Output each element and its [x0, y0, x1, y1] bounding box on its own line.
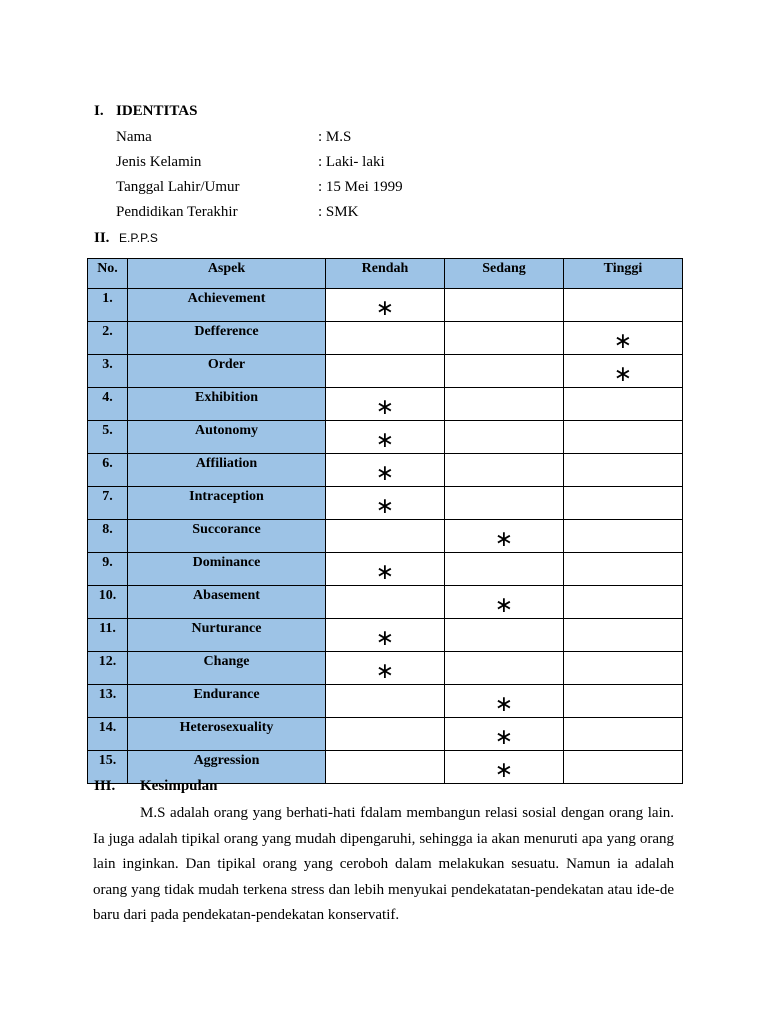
cell-no: 13. [88, 685, 128, 718]
cell-aspek: Change [128, 652, 326, 685]
cell-no: 10. [88, 586, 128, 619]
cell-sedang [445, 421, 564, 454]
cell-tinggi [564, 586, 683, 619]
cell-sedang [445, 355, 564, 388]
section-title: IDENTITAS [116, 103, 198, 119]
section-number: I. [94, 103, 104, 119]
cell-tinggi [564, 487, 683, 520]
table-row [88, 586, 683, 619]
table-row [88, 520, 683, 553]
cell-aspek: Aggression [128, 751, 326, 784]
cell-aspek: Intraception [128, 487, 326, 520]
table-row [88, 421, 683, 454]
cell-rendah [326, 751, 445, 784]
table-header-row [88, 259, 683, 289]
cell-aspek: Affiliation [128, 454, 326, 487]
field-value: : Laki- laki [318, 154, 385, 170]
asterisk-mark-icon: ∗ [613, 362, 633, 387]
asterisk-mark-icon: ∗ [375, 428, 395, 453]
cell-sedang [445, 487, 564, 520]
cell-no: 5. [88, 421, 128, 454]
cell-tinggi [564, 388, 683, 421]
table-row [88, 553, 683, 586]
asterisk-mark-icon: ∗ [375, 626, 395, 651]
cell-sedang [445, 586, 564, 619]
asterisk-mark-icon: ∗ [375, 395, 395, 420]
cell-sedang [445, 619, 564, 652]
cell-no: 8. [88, 520, 128, 553]
table-row [88, 322, 683, 355]
field-value: : 15 Mei 1999 [318, 179, 403, 195]
cell-sedang [445, 388, 564, 421]
cell-no: 3. [88, 355, 128, 388]
field-label: Jenis Kelamin [116, 154, 202, 170]
cell-rendah [326, 553, 445, 586]
header-aspek: Aspek [128, 259, 326, 289]
table-row [88, 388, 683, 421]
cell-tinggi [564, 355, 683, 388]
cell-sedang [445, 718, 564, 751]
field-value: : M.S [318, 129, 352, 145]
cell-tinggi [564, 553, 683, 586]
asterisk-mark-icon: ∗ [494, 725, 514, 750]
cell-rendah [326, 520, 445, 553]
cell-tinggi [564, 421, 683, 454]
asterisk-mark-icon: ∗ [375, 461, 395, 486]
cell-no: 14. [88, 718, 128, 751]
table-row [88, 487, 683, 520]
cell-no: 4. [88, 388, 128, 421]
cell-tinggi [564, 619, 683, 652]
section-kesimpulan-heading [94, 778, 218, 795]
cell-no: 9. [88, 553, 128, 586]
section-number: II. [94, 230, 110, 246]
asterisk-mark-icon: ∗ [375, 659, 395, 684]
cell-tinggi [564, 520, 683, 553]
cell-rendah [326, 388, 445, 421]
table-row [88, 685, 683, 718]
cell-aspek: Abasement [128, 586, 326, 619]
cell-rendah [326, 685, 445, 718]
cell-aspek: Autonomy [128, 421, 326, 454]
cell-sedang [445, 751, 564, 784]
cell-rendah [326, 355, 445, 388]
asterisk-mark-icon: ∗ [494, 758, 514, 783]
cell-no: 11. [88, 619, 128, 652]
asterisk-mark-icon: ∗ [375, 494, 395, 519]
cell-aspek: Achievement [128, 289, 326, 322]
cell-sedang [445, 553, 564, 586]
section-identitas-heading [94, 103, 197, 120]
section-title: E.P.P.S [119, 231, 158, 245]
kesimpulan-paragraph: M.S adalah orang yang berhati-hati fdalam membangun relasi sosial dengan orang lain. Ia juga adalah tipikal orang yang mudah dipengaruhi, sehingga ia akan menuruti apa yang orang lain inginkan. Dan tipikal orang yang ceroboh dalam melakukan sesuatu. Namun ia adalah orang yang tidak mudah terkena stress dan lebih menyukai pendekatatan-pendekatan atau ide-de baru dari pada pendekatan-pendekatan konservatif. [93, 805, 674, 923]
table-row [88, 619, 683, 652]
header-no: No. [88, 259, 128, 289]
header-tinggi: Tinggi [564, 259, 683, 289]
cell-sedang [445, 289, 564, 322]
cell-aspek: Defference [128, 322, 326, 355]
cell-rendah [326, 487, 445, 520]
field-label: Pendidikan Terakhir [116, 204, 238, 220]
cell-rendah [326, 652, 445, 685]
asterisk-mark-icon: ∗ [375, 560, 395, 585]
cell-sedang [445, 652, 564, 685]
cell-no: 7. [88, 487, 128, 520]
cell-tinggi [564, 652, 683, 685]
cell-tinggi [564, 685, 683, 718]
cell-aspek: Nurturance [128, 619, 326, 652]
cell-aspek: Dominance [128, 553, 326, 586]
cell-aspek: Succorance [128, 520, 326, 553]
cell-aspek: Heterosexuality [128, 718, 326, 751]
asterisk-mark-icon: ∗ [494, 593, 514, 618]
cell-rendah [326, 619, 445, 652]
cell-rendah [326, 421, 445, 454]
cell-tinggi [564, 751, 683, 784]
cell-aspek: Order [128, 355, 326, 388]
table-row [88, 652, 683, 685]
cell-sedang [445, 520, 564, 553]
section-epps-heading [94, 230, 158, 247]
cell-no: 2. [88, 322, 128, 355]
cell-sedang [445, 454, 564, 487]
section-title: Kesimpulan [140, 778, 218, 794]
asterisk-mark-icon: ∗ [613, 329, 633, 354]
asterisk-mark-icon: ∗ [494, 527, 514, 552]
cell-rendah [326, 289, 445, 322]
cell-sedang [445, 322, 564, 355]
cell-tinggi [564, 454, 683, 487]
cell-rendah [326, 454, 445, 487]
header-sedang: Sedang [445, 259, 564, 289]
section-number: III. [94, 778, 116, 794]
cell-rendah [326, 322, 445, 355]
epps-table [87, 258, 683, 784]
field-label: Tanggal Lahir/Umur [116, 179, 240, 195]
cell-no: 15. [88, 751, 128, 784]
asterisk-mark-icon: ∗ [375, 296, 395, 321]
cell-tinggi [564, 322, 683, 355]
asterisk-mark-icon: ∗ [494, 692, 514, 717]
cell-tinggi [564, 289, 683, 322]
table-row [88, 454, 683, 487]
cell-no: 1. [88, 289, 128, 322]
cell-no: 12. [88, 652, 128, 685]
table-body [88, 289, 683, 784]
cell-rendah [326, 586, 445, 619]
cell-no: 6. [88, 454, 128, 487]
table-row [88, 289, 683, 322]
cell-aspek: Endurance [128, 685, 326, 718]
field-value: : SMK [318, 204, 359, 220]
cell-aspek: Exhibition [128, 388, 326, 421]
cell-sedang [445, 685, 564, 718]
table-row [88, 718, 683, 751]
table-row [88, 355, 683, 388]
cell-tinggi [564, 718, 683, 751]
header-rendah: Rendah [326, 259, 445, 289]
cell-rendah [326, 718, 445, 751]
field-label: Nama [116, 129, 152, 145]
